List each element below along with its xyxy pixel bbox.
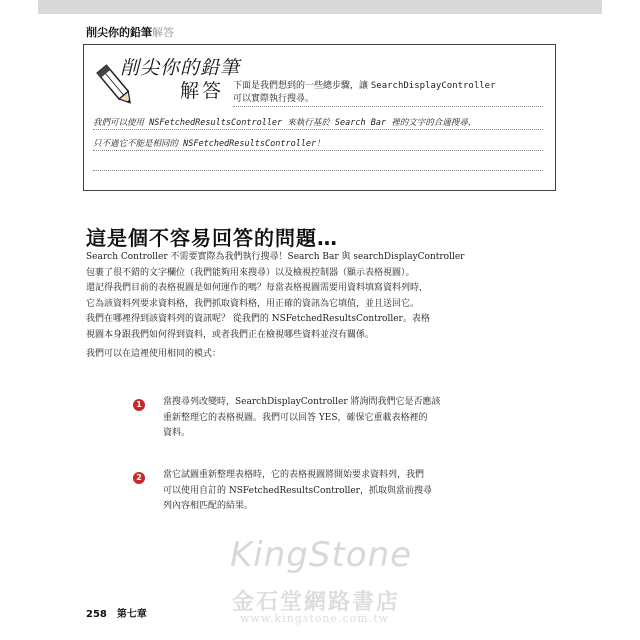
chapter-label: 第七章	[116, 609, 147, 620]
watermark-url: www.kingstone.com.tw	[240, 612, 390, 625]
step-2	[163, 468, 463, 515]
watermark-name: 金石堂網路書店	[232, 589, 401, 615]
header-title: 削尖你的鉛筆	[86, 26, 152, 39]
dotted-line	[93, 150, 543, 151]
top-bar	[38, 0, 602, 14]
page-header	[86, 24, 174, 40]
header-subtitle: 解答	[152, 26, 174, 39]
step-line: 可以使用自訂的 NSFetchedResultsController，抓取與當前搜尋	[163, 485, 432, 496]
step-line: 列內容相匹配的結果。	[163, 501, 254, 511]
step-badge-1: 1	[133, 399, 145, 411]
body-paragraph	[86, 250, 556, 343]
paragraph-line: 我們在哪裡得到該資料列的資訊呢？ 從我們的 NSFetchedResultsController。表格	[86, 314, 430, 324]
page-footer	[86, 605, 147, 620]
dotted-line	[93, 129, 543, 130]
paragraph-line: 它為該資料列要求資料格，我們抓取資料格，用正確的資訊為它填值，並且送回它。	[86, 298, 420, 309]
pattern-intro: 我們可以在這裡使用相同的模式：	[86, 349, 222, 359]
box-title: 削尖你的鉛筆	[120, 57, 241, 79]
paragraph-line: 還記得我們目前的表格視圖是如何運作的嗎？每當表格視圖需要用資料填寫資料列時，	[86, 283, 429, 293]
step-badge-2: 2	[133, 472, 145, 484]
handwritten-line-2: 只不過它不能是相同的 NSFetchedResultsController！	[93, 139, 325, 149]
step-line: 當搜尋列改變時，SearchDisplayController 將詢問我們它是否應該	[163, 397, 441, 407]
step-line: 重新整理它的表格視圖。我們可以回答 YES，確保它重載表格裡的	[163, 412, 428, 423]
paragraph-line: Search Controller 不需要實際為我們執行搜尋！Search Bar 與 searchDisplayController	[86, 252, 465, 262]
box-subtitle: 解答	[180, 80, 225, 102]
paragraph-line: 包裹了很不錯的文字欄位（我們能夠用來搜尋）以及檢視控制器（顯示表格視圖）。	[86, 267, 415, 278]
step-line: 資料。	[163, 428, 191, 438]
divider	[233, 106, 543, 107]
watermark-brand: KingStone	[230, 535, 413, 575]
box-intro: 下面是我們想到的一些總步驟，讓 SearchDisplayController 可以實際執行搜尋。	[233, 81, 496, 104]
step-line: 當它試圖重新整理表格時，它的表格視圖將開始要求資料列，我們	[163, 470, 425, 480]
section-title: 這是個不容易回答的問題…	[86, 226, 338, 250]
page-number: 258	[86, 609, 107, 620]
step-1	[163, 395, 463, 442]
dotted-line	[93, 170, 543, 171]
paragraph-line: 視圖本身跟我們如何得到資料，或者我們正在檢視哪些資料並沒有關係。	[86, 329, 375, 340]
handwritten-line-1: 我們可以使用 NSFetchedResultsController 來執行基於 Search Bar 裡的文字的合適搜尋，	[93, 118, 477, 128]
